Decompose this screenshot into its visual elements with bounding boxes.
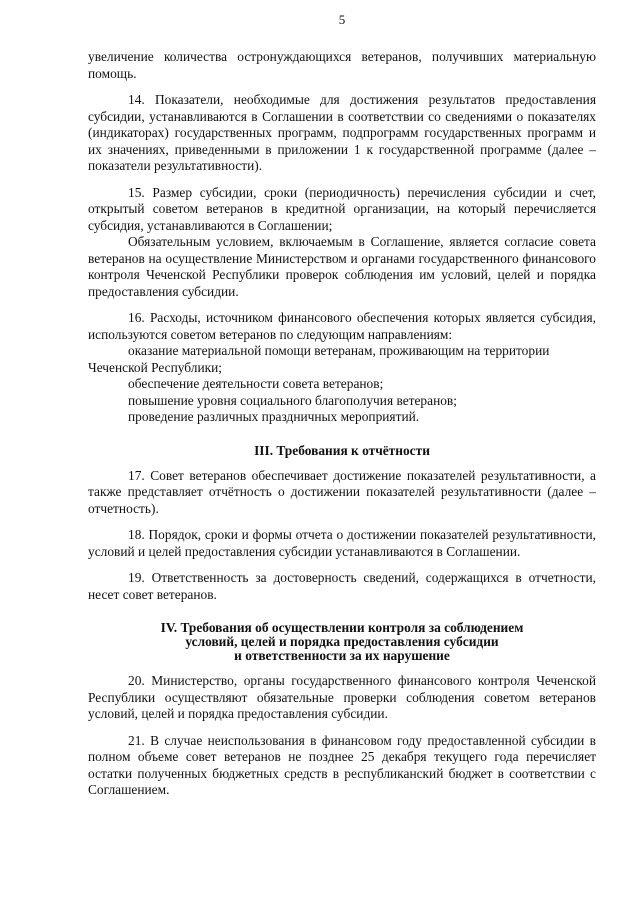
document-page xyxy=(88,12,596,799)
section-heading: III. Требования к отчётности xyxy=(254,442,430,458)
paragraph-13-end: увеличение количества остронуждающихся ветеранов, получивших материальную помощь. xyxy=(88,49,596,81)
section-heading-line: IV. Требования об осуществлении контроля за соблюдением xyxy=(160,620,524,635)
section-heading-line: условий, целей и порядка предоставления субсидии xyxy=(185,634,499,649)
list-item-continuation: Чеченской Республики; xyxy=(88,359,223,375)
paragraph-14: 14. Показатели, необходимые для достижения результатов предоставления субсидии, устанавливаются в Соглашении в соответствии со сведениями о показателях (индикаторах) государственных программ, подпрограмм государственных программ и их значениях, приведенными в приложении 1 к государственной программе (далее – показатели результативности). xyxy=(88,92,596,173)
page-number: 5 xyxy=(338,12,346,27)
paragraph-21: 21. В случае неиспользования в финансовом году предоставленной субсидии в полном объеме совет ветеранов не позднее 25 декабря текущего года перечисляет остатки полученных бюджетных средств в республиканский бюджет в соответствии с Соглашением. xyxy=(88,732,596,797)
paragraph-20: 20. Министерство, органы государственного финансового контроля Чеченской Республики осуществляют обязательные проверки соблюдения советом ветеранов условий, целей и порядка предоставления субсидии. xyxy=(88,673,596,721)
paragraph-17: 17. Совет ветеранов обеспечивает достижение показателей результативности, а также представляет отчётность о достижении показателей результативности (далее – отчетность). xyxy=(88,467,596,516)
paragraph-15: 15. Размер субсидии, сроки (периодичность) перечисления субсидии и счет, открытый советом ветеранов в кредитной организации, на который перечисляется субсидия, устанавливаются в Соглашении; xyxy=(88,184,596,233)
list-item: повышение уровня социального благополучия ветеранов; xyxy=(128,392,457,408)
section-heading-line: и ответственности за их нарушение xyxy=(234,648,450,663)
paragraph-18: 18. Порядок, сроки и формы отчета о достижении показателей результативности, условий и целей предоставления субсидии устанавливаются в Соглашении. xyxy=(88,527,596,559)
list-item: оказание материальной помощи ветеранам, проживающим на территории xyxy=(128,343,550,358)
section-4-heading xyxy=(88,621,596,663)
paragraph-15-condition: Обязательным условием, включаемым в Соглашение, является согласие совета ветеранов на осуществление Министерством и органами государственного финансового контроля Чеченской Республики проверок соблюдения им условий, целей и порядка предоставления субсидии. xyxy=(88,234,596,299)
paragraph-16: 16. Расходы, источником финансового обеспечения которых является субсидия, используются советом ветеранов по следующим направлениям: xyxy=(88,310,596,342)
paragraph-16-list xyxy=(88,343,596,426)
list-item: обеспечение деятельности совета ветеранов; xyxy=(128,376,384,391)
list-item: проведение различных праздничных мероприятий. xyxy=(128,409,420,424)
section-3-heading xyxy=(88,444,596,458)
paragraph-19: 19. Ответственность за достоверность сведений, содержащихся в отчетности, несет совет ветеранов. xyxy=(88,570,596,602)
